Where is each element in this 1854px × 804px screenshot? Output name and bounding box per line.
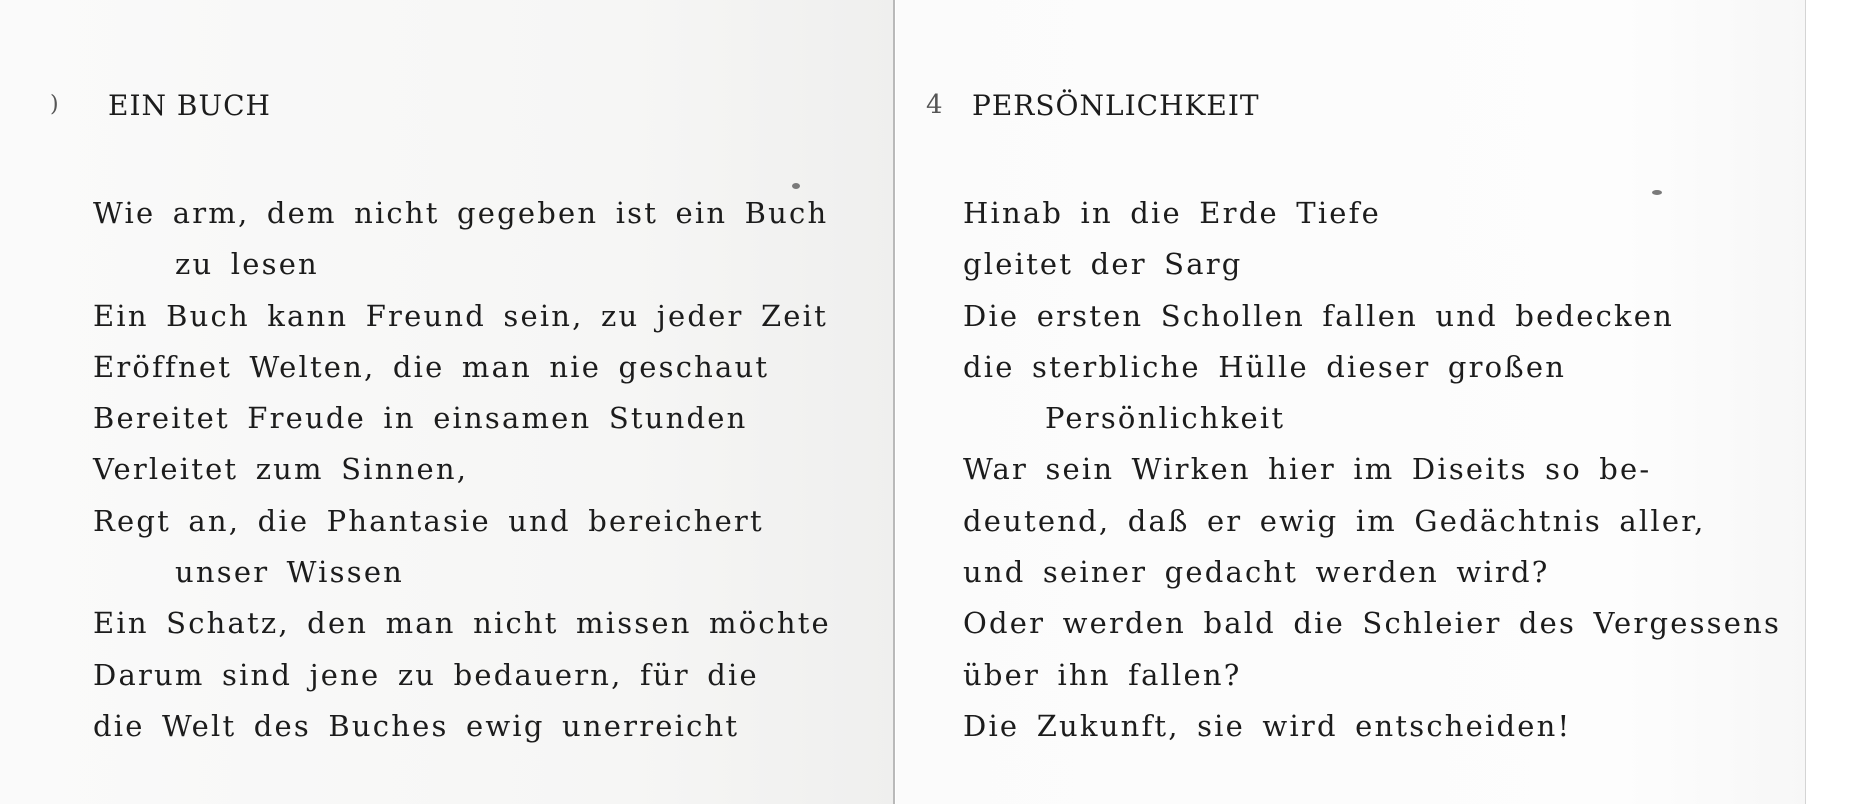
poem-line: Wie arm, dem nicht gegeben ist ein Buch [93, 196, 829, 230]
ink-speck [1652, 190, 1662, 195]
left-poem-title: EIN BUCH [108, 89, 271, 122]
poem-line: Ein Buch kann Freund sein, zu jeder Zeit [93, 298, 828, 333]
poem-line: Hinab in die Erde Tiefe [963, 196, 1381, 230]
poem-line: Darum sind jene zu bedauern, für die [93, 657, 759, 692]
right-page [896, 0, 1806, 804]
poem-line: Eröffnet Welten, die man nie geschaut [93, 349, 770, 384]
poem-line: über ihn fallen? [963, 657, 1242, 692]
poem-line: die sterbliche Hülle dieser großen [963, 349, 1567, 384]
poem-line: War sein Wirken hier im Diseits so be- [963, 452, 1652, 487]
right-page-edge [1805, 0, 1806, 804]
poem-line: und seiner gedacht werden wird? [963, 555, 1550, 590]
poem-line: Verleitet zum Sinnen, [93, 452, 469, 487]
poem-line: Oder werden bald die Schleier des Vergessens [963, 606, 1782, 641]
poem-line: die Welt des Buches ewig unerreicht [93, 708, 740, 743]
poem-line: deutend, daß er ewig im Gedächtnis aller, [963, 503, 1706, 538]
poem-line: Die Zukunft, sie wird entscheiden! [963, 708, 1572, 743]
page-fold [893, 0, 895, 804]
poem-line: zu lesen [175, 247, 319, 282]
poem-line: gleitet der Sarg [963, 247, 1243, 282]
right-poem-title: PERSÖNLICHKEIT [972, 89, 1260, 122]
poem-line: Die ersten Schollen fallen und bedecken [963, 298, 1675, 333]
poem-line: Regt an, die Phantasie und bereichert [93, 503, 764, 538]
ink-speck [792, 183, 800, 189]
right-poem-body [963, 188, 1793, 752]
poem-line: Persönlichkeit [1045, 401, 1286, 436]
left-page-number: ) [50, 92, 59, 117]
left-poem-body [93, 188, 883, 752]
right-page-number: 4 [926, 90, 943, 120]
poem-line: unser Wissen [175, 555, 405, 590]
poem-line: Bereitet Freude in einsamen Stunden [93, 401, 748, 436]
left-page [0, 0, 895, 804]
poem-line: Ein Schatz, den man nicht missen möchte [93, 606, 831, 641]
